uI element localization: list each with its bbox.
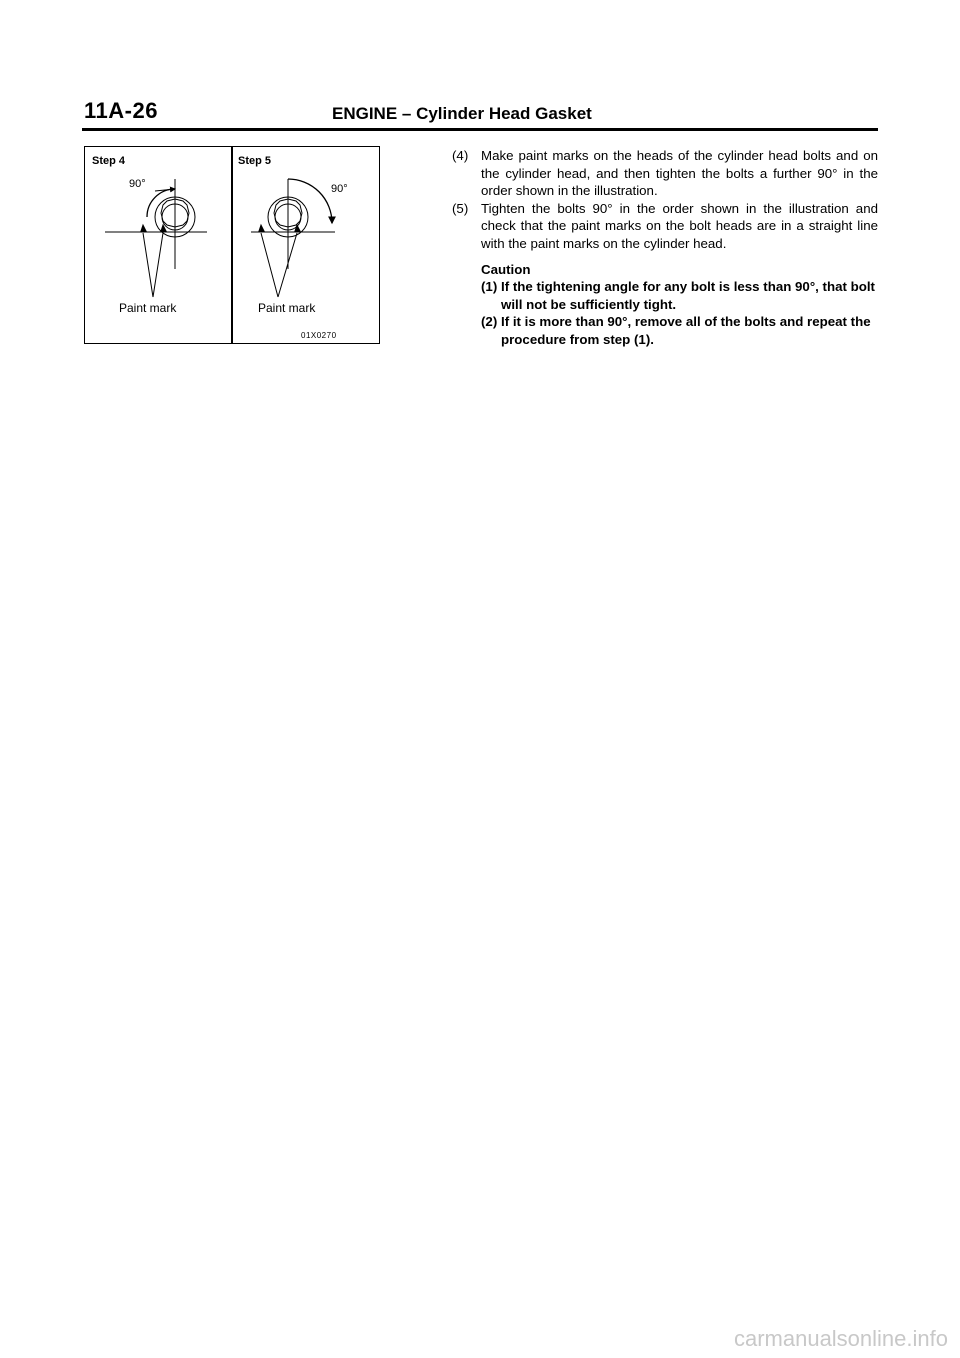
step5-angle: 90°: [331, 183, 348, 195]
step5-bolt-icon: [251, 179, 335, 297]
caution-text: If it is more than 90°, remove all of the bolts and repeat the procedure from step (1).: [501, 314, 871, 347]
figure-code: 01X0270: [301, 331, 337, 340]
caution-title: Caution: [481, 261, 531, 277]
tightening-figure: [84, 146, 380, 344]
step5-caption: Paint mark: [258, 301, 316, 315]
caution-number: (2): [481, 314, 498, 330]
caution-number: (1): [481, 279, 498, 295]
step4-caption: Paint mark: [119, 301, 177, 315]
step-text: Tighten the bolts 90° in the order shown in the illustration and check that the paint marks on the bolt heads are in a straight line with the paint marks on the cylinder head.: [481, 200, 878, 251]
step-number: (4): [452, 148, 469, 163]
page-number: 11A-26: [84, 98, 158, 123]
caution-item: [481, 278, 878, 313]
caution-text: If the tightening angle for any bolt is less than 90°, that bolt will not be sufficiently tight.: [501, 279, 875, 312]
step4-angle: 90°: [129, 178, 146, 190]
step4-label: Step 4: [92, 155, 126, 167]
procedure-text: [452, 147, 878, 349]
step-text: Make paint marks on the heads of the cylinder head bolts and on the cylinder head, and then tighten the bolts a further 90° in the order shown in the illustration.: [481, 148, 878, 199]
step-item: [452, 200, 878, 253]
step-number: (5): [452, 200, 469, 216]
footer-watermark: carmanualsonline.info: [733, 1326, 948, 1351]
caution-item: [481, 313, 878, 348]
caution-block: [452, 261, 878, 349]
step4-bolt-icon: [105, 179, 207, 297]
header-rule: [82, 128, 878, 131]
bolt-diagram: [85, 147, 381, 345]
step-item: [452, 147, 878, 200]
step5-label: Step 5: [238, 155, 272, 167]
page-title: ENGINE – Cylinder Head Gasket: [332, 104, 592, 123]
